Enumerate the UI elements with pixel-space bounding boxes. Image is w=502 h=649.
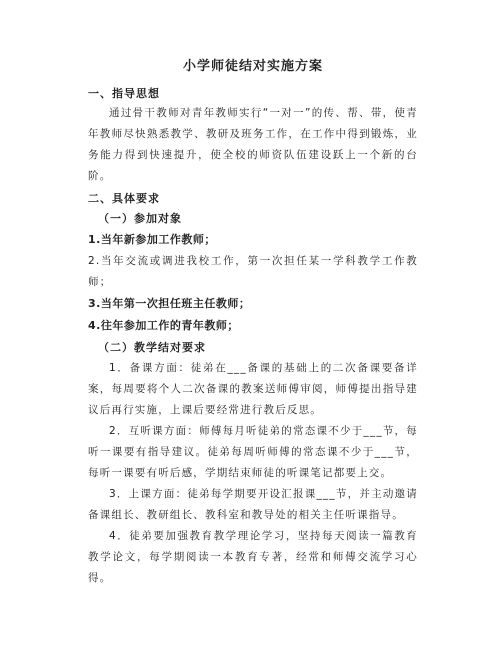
requirement-item-mutual-observation: 2．互听课方面：师傅每月听徒弟的常态课不少于___节，每听一课要有指导建议。徒弟每周听师傅的常态课不少于___节，每听一课要有听后感，学期结束师徒的听课笔记都要上交。 (88, 425, 418, 479)
document-content (88, 58, 418, 589)
subsection-heading-participants: （一）参加对象 (98, 212, 182, 225)
requirement-item-lesson-prep: 1．备课方面：徒弟在___备课的基础上的二次备课要备详案，每周要将个人二次备课的教案送师傅审阅，师傅提出指导建议后再行实施，上课后要经常进行教后反思。 (88, 362, 418, 416)
subsection-heading-pairing-requirements: （二）教学结对要求 (98, 341, 206, 354)
participant-item-4: 4.往年参加工作的青年教师； (88, 319, 239, 332)
document-title: 小学师徒结对实施方案 (182, 59, 323, 74)
participant-item-3: 3.当年第一次担任班主任教师； (88, 297, 251, 310)
guiding-ideology-paragraph: 通过骨干教师对青年教师实行“一对一”的传、帮、带，使青年教师尽快熟悉教学、教研及班务工作，在工作中得到锻炼，业务能力得到快速提升，使全校的师资队伍建设跃上一个新的台阶。 (88, 107, 418, 182)
participant-item-1: 1.当年新参加工作教师； (88, 233, 216, 246)
requirement-item-theory-study: 4．徒弟要加强教育教学理论学习，坚持每天阅读一篇教育教学论文，每学期阅读一本教育专著，经常和师傅交流学习心得。 (88, 530, 418, 584)
requirement-item-teaching: 3．上课方面：徒弟每学期要开设汇报课___节，并主动邀请备课组长、教研组长、教科室和教导处的相关主任听课指导。 (88, 488, 418, 521)
participant-item-2: 2.当年交流或调进我校工作，第一次担任某一学科教学工作教师； (88, 255, 418, 288)
section-heading-specific-requirements: 二、具体要求 (88, 192, 160, 205)
section-heading-guiding-ideology: 一、指导思想 (88, 87, 160, 100)
